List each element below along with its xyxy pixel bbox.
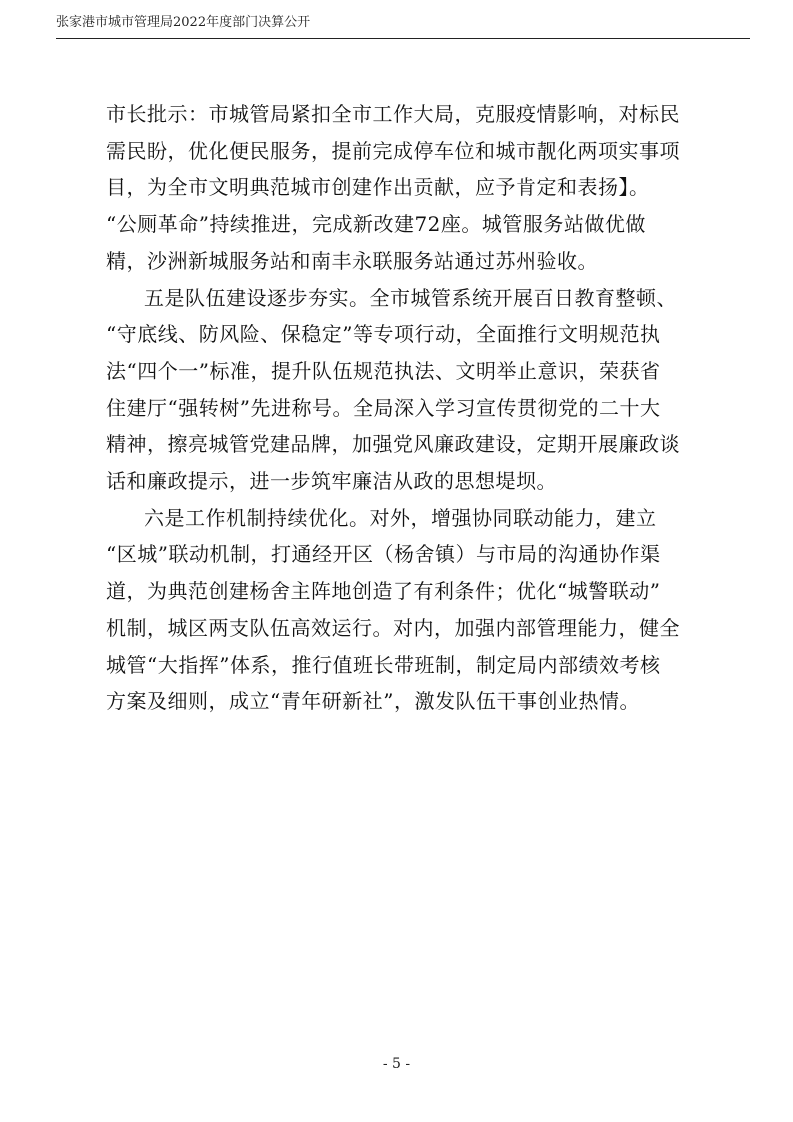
paragraph-line: “公厕革命”持续推进，完成新改建72座。城管服务站做优做 bbox=[106, 212, 646, 237]
paragraph-line: 住建厅“强转树”先进称号。全局深入学习宣传贯彻党的二十大 bbox=[106, 395, 661, 420]
paragraph-line: 精，沙洲新城服务站和南丰永联服务站通过苏州验收。 bbox=[106, 248, 598, 273]
paragraph-line: “区城”联动机制，打通经开区（杨舍镇）与市局的沟通协作渠 bbox=[106, 542, 661, 567]
paragraph-line: 目，为全市文明典范城市创建作出贡献，应予肯定和表扬】。 bbox=[106, 175, 650, 200]
paragraph-1 bbox=[106, 96, 706, 280]
paragraph-line: 六是工作机制持续优化。对外，增强协同联动能力，建立 bbox=[144, 505, 657, 530]
document-body bbox=[106, 96, 706, 720]
paragraph-line: 话和廉政提示，进一步筑牢廉洁从政的思想堤坝。 bbox=[106, 469, 557, 494]
page-number: - 5 - bbox=[382, 1056, 411, 1072]
paragraph-3 bbox=[106, 500, 706, 720]
paragraph-line: 道，为典范创建杨舍主阵地创造了有利条件；优化“城警联动” bbox=[106, 579, 661, 604]
paragraph-line: 法“四个一”标准，提升队伍规范执法、文明举止意识，荣获省 bbox=[106, 358, 661, 383]
page-header bbox=[56, 12, 750, 39]
paragraph-line: 市长批示：市城管局紧扣全市工作大局，克服疫情影响，对标民 bbox=[106, 102, 680, 126]
paragraph-line: 机制，城区两支队伍高效运行。对内，加强内部管理能力，健全 bbox=[106, 615, 680, 640]
paragraph-line: 五是队伍建设逐步夯实。全市城管系统开展百日教育整顿、 bbox=[144, 285, 677, 310]
paragraph-line: 需民盼，优化便民服务，提前完成停车位和城市靓化两项实事项 bbox=[106, 138, 680, 163]
paragraph-line: 精神，擦亮城管党建品牌，加强党风廉政建设，定期开展廉政谈 bbox=[106, 432, 680, 457]
paragraph-2 bbox=[106, 280, 706, 500]
paragraph-line: 城管“大指挥”体系，推行值班长带班制，制定局内部绩效考核 bbox=[106, 652, 661, 677]
header-title: 张家港市城市管理局2022年度部门决算公开 bbox=[56, 15, 311, 30]
paragraph-line: 方案及细则，成立“青年研新社”，激发队伍干事创业热情。 bbox=[106, 689, 640, 714]
paragraph-line: “守底线、防风险、保稳定”等专项行动，全面推行文明规范执 bbox=[106, 322, 661, 347]
